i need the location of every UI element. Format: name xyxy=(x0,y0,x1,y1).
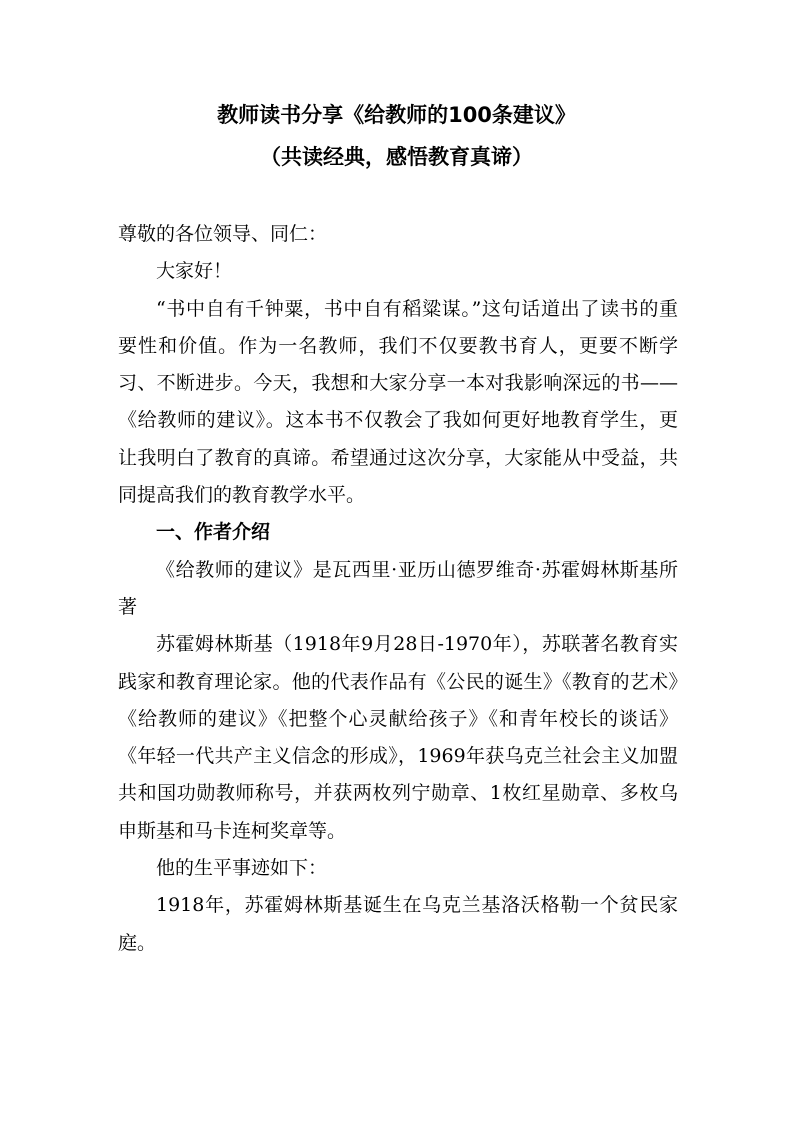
section-heading-author: 一、作者介绍 xyxy=(156,521,271,544)
author-bio-paragraph: 苏霍姆林斯基（1918年9月28日-1970年），苏联著名教育实践家和教育理论家。他的代表作品有《公民的诞生》《教育的艺术》《给教师的建议》《把整个心灵献给孩子》《和青年校长的谈话》《年轻一代共产主义信念的形成》，1969年获乌克兰社会主义加盟共和国功勋教师称号，并获两枚列宁勋章、1枚红星勋章、多枚乌申斯基和马卡连柯奖章等。 xyxy=(118,633,678,842)
greeting: 大家好！ xyxy=(156,260,233,283)
author-line: 《给教师的建议》是瓦西里·亚历山德罗维奇·苏霍姆林斯基所著 xyxy=(118,558,678,618)
salutation: 尊敬的各位领导、同仁： xyxy=(118,223,328,245)
document-subtitle: （共读经典，感悟教育真谛） xyxy=(260,145,533,169)
document-body xyxy=(118,216,678,962)
life-intro: 他的生平事迹如下： xyxy=(156,857,328,880)
intro-paragraph: “书中自有千钟粟，书中自有稻粱谋。”这句话道出了读书的重要性和价值。作为一名教师，我们不仅要教书育人，更要不断学习、不断进步。今天，我想和大家分享一本对我影响深远的书——《给教师的建议》。这本书不仅教会了我如何更好地教育学生，更让我明白了教育的真谛。希望通过这次分享，大家能从中受益，共同提高我们的教育教学水平。 xyxy=(118,297,678,507)
document-title: 教师读书分享《给教师的100条建议》 xyxy=(217,103,576,127)
life-event-1918: 1918年，苏霍姆林斯基诞生在乌克兰基洛沃格勒一个贫民家庭。 xyxy=(118,894,678,954)
